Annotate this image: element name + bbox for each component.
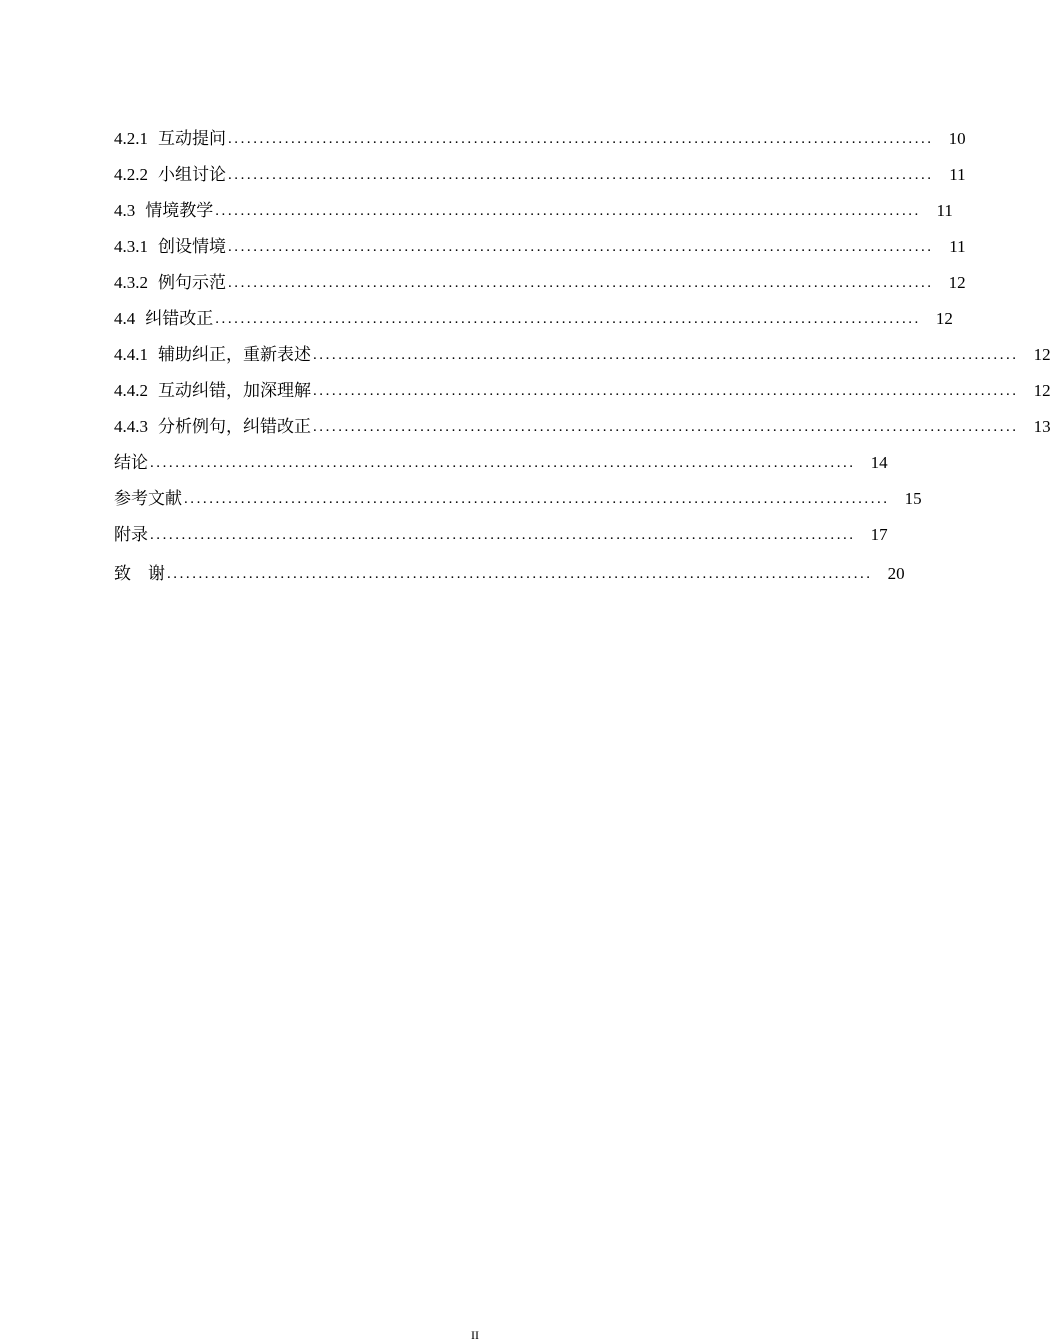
toc-entry-number: 4.2.1 xyxy=(114,129,148,148)
toc-entry-page: 12 xyxy=(1033,345,1051,364)
toc-entry-page: 13 xyxy=(1033,417,1051,436)
toc-leader-dots: ................................................................................................................ xyxy=(228,239,934,255)
toc-entry-title: 结论 xyxy=(114,453,148,472)
toc-entry-title: 辅助纠正，重新表述 xyxy=(158,345,311,364)
toc-leader-dots: ................................................................................................................ xyxy=(228,275,934,291)
toc-entry-page: 14 xyxy=(870,453,888,472)
toc-entry-page: 10 xyxy=(948,129,966,148)
toc-entry-title: 分析例句，纠错改正 xyxy=(158,417,311,436)
toc-leader-dots: ................................................................................................................ xyxy=(215,311,921,327)
toc-entry[interactable] xyxy=(114,437,888,473)
toc-entry-title: 小组讨论 xyxy=(158,165,226,184)
page-number: II xyxy=(471,1328,479,1342)
toc-entry-page: 15 xyxy=(904,489,922,508)
toc-entry[interactable] xyxy=(114,113,966,149)
toc-leader-dots: ................................................................................................................ xyxy=(228,167,934,183)
toc-entry[interactable] xyxy=(114,365,1051,401)
toc-entry-number: 4.4.3 xyxy=(114,417,148,436)
toc-entry[interactable] xyxy=(114,509,888,545)
toc-entry-title: 附录 xyxy=(114,525,148,544)
toc-entry-number: 4.2.2 xyxy=(114,165,148,184)
toc-entry[interactable] xyxy=(114,545,905,584)
toc-entry-title: 参考文献 xyxy=(114,489,182,508)
toc-leader-dots: ................................................................................................................ xyxy=(150,455,856,471)
toc-entry-title: 致 谢 xyxy=(114,564,165,583)
toc-entry-title: 例句示范 xyxy=(158,273,226,292)
toc-entry-page: 12 xyxy=(1033,381,1051,400)
toc-entry-page: 11 xyxy=(949,165,966,184)
toc-leader-dots: ................................................................................................................ xyxy=(313,419,1019,435)
toc-entry-number: 4.3 xyxy=(114,201,136,220)
toc-entry[interactable] xyxy=(114,401,1051,437)
table-of-contents xyxy=(114,113,1051,584)
toc-entry-title: 互动纠错，加深理解 xyxy=(158,381,311,400)
toc-entry[interactable] xyxy=(114,221,966,257)
toc-entry[interactable] xyxy=(114,329,1051,365)
toc-entry-title: 纠错改正 xyxy=(145,309,214,328)
toc-leader-dots: ................................................................................................................ xyxy=(150,527,856,543)
toc-entry-page: 12 xyxy=(948,273,966,292)
toc-entry-page: 20 xyxy=(887,564,905,583)
toc-entry-number: 4.3.2 xyxy=(114,273,148,292)
toc-entry[interactable] xyxy=(114,149,966,185)
toc-leader-dots: ................................................................................................................ xyxy=(313,383,1019,399)
toc-entry[interactable] xyxy=(114,257,966,293)
toc-leader-dots: ................................................................................................................ xyxy=(167,566,873,582)
toc-leader-dots: ................................................................................................................ xyxy=(228,131,934,147)
toc-entry-number: 4.4.1 xyxy=(114,345,148,364)
toc-entry-page: 12 xyxy=(935,309,953,328)
toc-entry-page: 11 xyxy=(949,237,966,256)
toc-entry[interactable] xyxy=(114,293,953,329)
toc-entry[interactable] xyxy=(114,473,922,509)
toc-leader-dots: ................................................................................................................ xyxy=(215,203,921,219)
toc-entry-title: 情境教学 xyxy=(145,201,214,220)
toc-entry-title: 创设情境 xyxy=(158,237,226,256)
toc-entry-number: 4.4.2 xyxy=(114,381,148,400)
toc-entry-number: 4.4 xyxy=(114,309,136,328)
toc-entry-page: 11 xyxy=(936,201,953,220)
toc-leader-dots: ................................................................................................................ xyxy=(313,347,1019,363)
toc-entry[interactable] xyxy=(114,185,953,221)
toc-leader-dots: ................................................................................................................ xyxy=(184,491,890,507)
toc-entry-page: 17 xyxy=(870,525,888,544)
toc-entry-title: 互动提问 xyxy=(158,129,226,148)
toc-entry-number: 4.3.1 xyxy=(114,237,148,256)
